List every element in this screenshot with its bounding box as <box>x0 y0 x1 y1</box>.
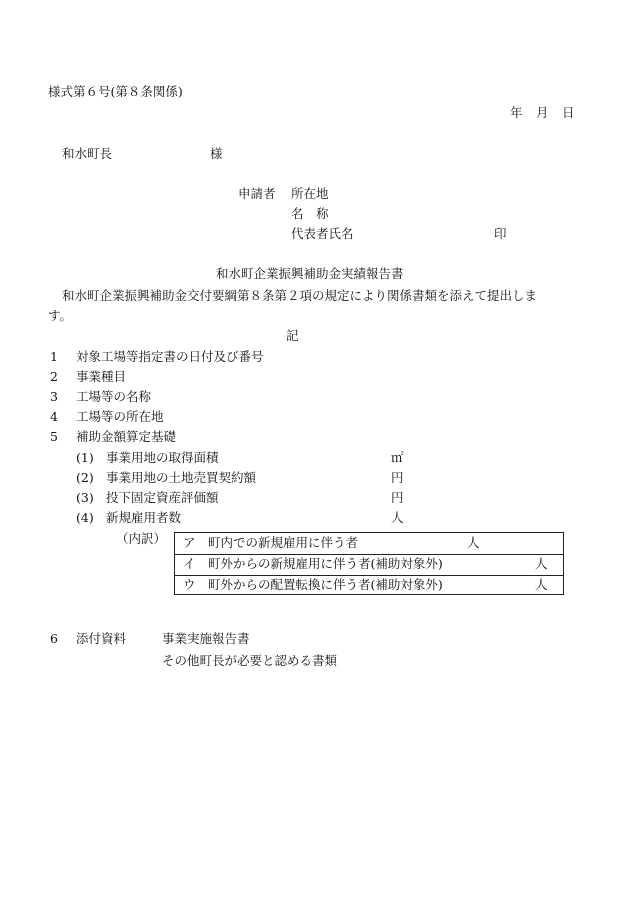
breakdown-unit: 人 <box>535 556 548 571</box>
attachment-label: 添付資料 <box>76 631 127 646</box>
date-day: 日 <box>562 105 575 120</box>
subitem-unit: 円 <box>391 490 404 505</box>
item-num: 3 <box>50 389 58 404</box>
subitem-unit: ㎡ <box>391 450 404 465</box>
breakdown-unit: 人 <box>535 577 548 592</box>
item-num: 2 <box>50 369 58 384</box>
ki-heading: 記 <box>286 328 299 343</box>
breakdown-table <box>174 532 564 595</box>
subitem-num: (1) <box>76 450 94 465</box>
breakdown-label: （内訳） <box>116 531 167 546</box>
applicant-role: 申請者 <box>238 186 276 201</box>
applicant-address-label: 所在地 <box>291 186 329 201</box>
applicant-name-label: 名 称 <box>291 206 329 221</box>
attachment-doc: その他町長が必要と認める書類 <box>162 653 338 668</box>
item-text: 事業種目 <box>76 369 127 384</box>
attachment-doc: 事業実施報告書 <box>162 631 250 646</box>
date-year: 年 <box>510 105 523 120</box>
addressee-honorific: 様 <box>210 146 223 161</box>
item-text: 工場等の所在地 <box>76 409 164 424</box>
document-title: 和水町企業振興補助金実績報告書 <box>216 266 404 281</box>
body-text-line1: 和水町企業振興補助金交付要綱第８条第２項の規定により関係書類を添えて提出しま <box>62 288 538 303</box>
subitem-unit: 円 <box>391 470 404 485</box>
subitem-text: 事業用地の土地売買契約額 <box>106 470 257 485</box>
breakdown-row <box>175 575 563 596</box>
breakdown-text: ウ 町外からの配置転換に伴う者(補助対象外) <box>183 577 443 592</box>
subitem-num: (2) <box>76 470 94 485</box>
body-text-line2: す。 <box>48 308 73 323</box>
item-num: 5 <box>50 429 58 444</box>
subitem-text: 新規雇用者数 <box>106 510 182 525</box>
subitem-text: 投下固定資産評価額 <box>106 490 219 505</box>
item-num: 4 <box>50 409 58 424</box>
breakdown-text: ア 町内での新規雇用に伴う者 <box>183 535 359 550</box>
attachment-num: 6 <box>50 631 58 646</box>
date-month: 月 <box>536 105 549 120</box>
item-num: 1 <box>50 349 58 364</box>
breakdown-unit: 人 <box>467 535 480 550</box>
applicant-rep-label: 代表者氏名 <box>291 226 354 241</box>
subitem-num: (3) <box>76 490 94 505</box>
subitem-num: (4) <box>76 510 94 525</box>
breakdown-row <box>175 554 563 576</box>
breakdown-text: イ 町外からの新規雇用に伴う者(補助対象外) <box>183 556 443 571</box>
subitem-unit: 人 <box>391 510 404 525</box>
item-text: 工場等の名称 <box>76 389 152 404</box>
subitem-text: 事業用地の取得面積 <box>106 450 219 465</box>
addressee-name: 和水町長 <box>62 146 113 161</box>
seal-mark: 印 <box>494 226 507 241</box>
breakdown-row <box>175 533 563 555</box>
item-text: 対象工場等指定書の日付及び番号 <box>76 349 264 364</box>
item-text: 補助金額算定基礎 <box>76 429 177 444</box>
form-label: 様式第６号(第８条関係) <box>48 84 183 99</box>
